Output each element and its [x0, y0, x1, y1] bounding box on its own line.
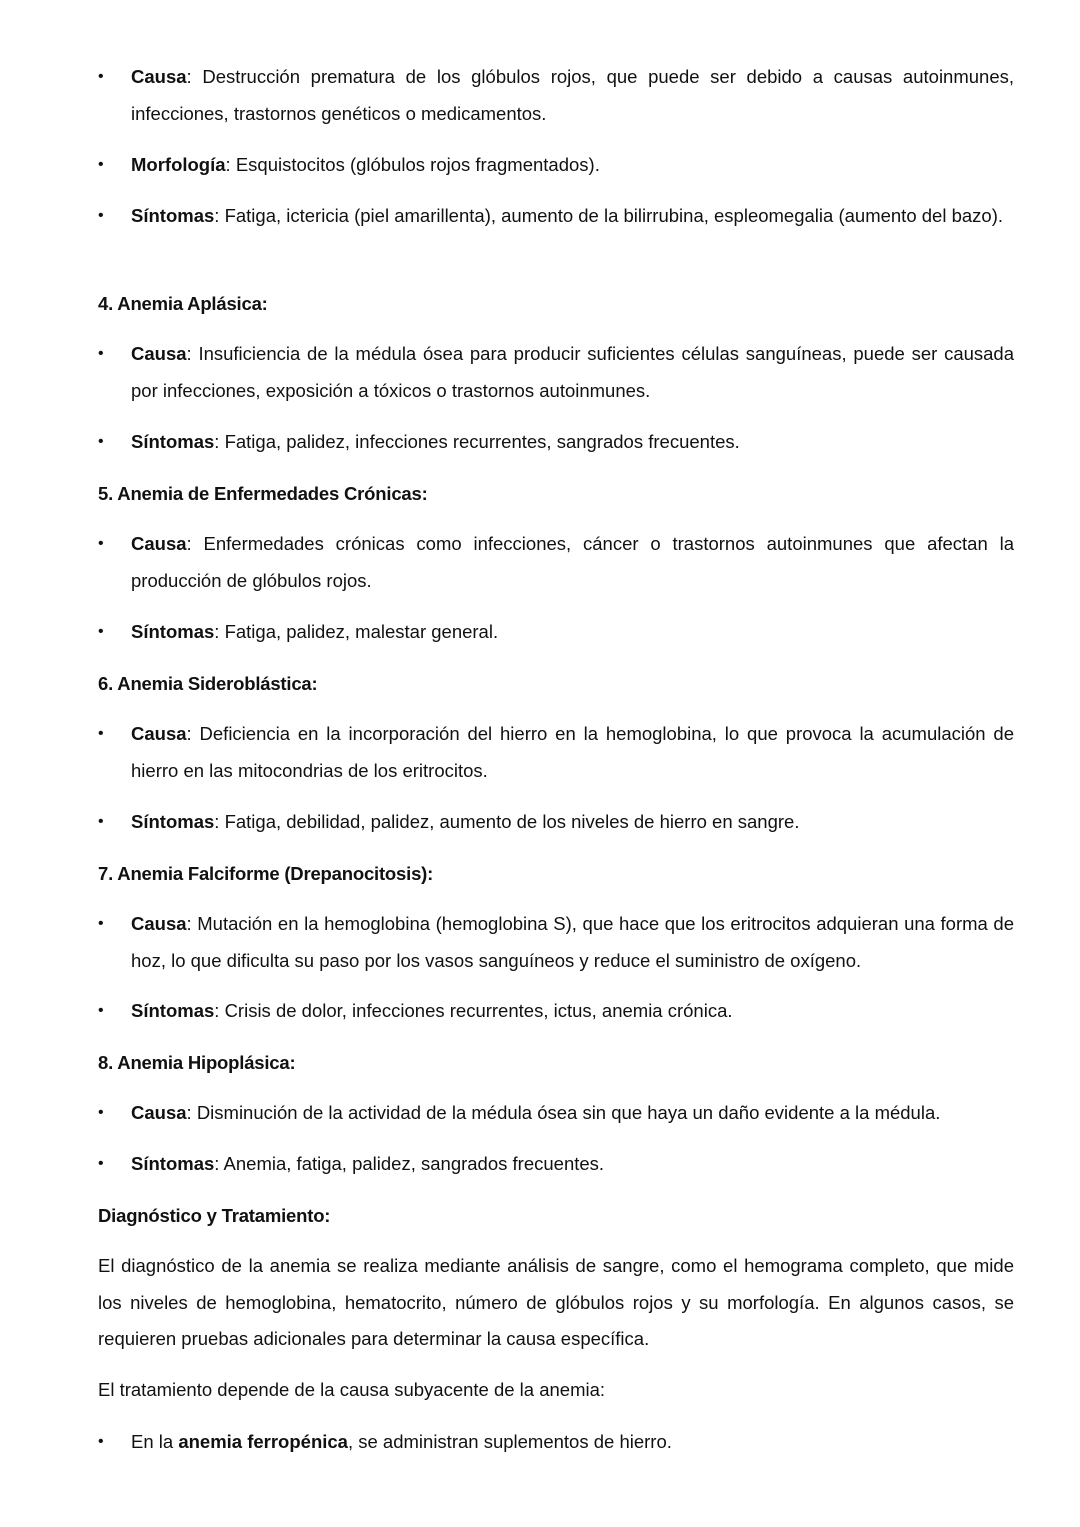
- bullet-text: Fatiga, debilidad, palidez, aumento de los niveles de hierro en sangre.: [224, 811, 800, 832]
- bullet-label: Síntomas: [131, 1000, 215, 1021]
- bullet-text: Mutación en la hemoglobina (hemoglobina S), que hace que los eritrocitos adquieran una forma de hoz, lo que dificulta su paso por los vasos sanguíneos y reduce el suministro de oxígeno.: [131, 913, 1014, 971]
- bullet-icon: •: [98, 345, 104, 362]
- diagnosis-paragraph: El diagnóstico de la anemia se realiza mediante análisis de sangre, como el hemograma completo, que mide los niveles de hemoglobina, hematocrito, número de glóbulos rojos y su morfología. En algunos casos, se requieren pruebas adicionales para determinar la causa específica.: [98, 1255, 1014, 1349]
- bullet-text: Enfermedades crónicas como infecciones, cáncer o trastornos autoinmunes que afectan la producción de glóbulos rojos.: [131, 533, 1015, 591]
- section-heading: 6. Anemia Sideroblástica:: [98, 673, 318, 694]
- bullet-icon: •: [98, 1104, 104, 1121]
- bullet-icon: •: [98, 813, 104, 830]
- bullet-icon: •: [98, 535, 104, 552]
- bullet-text: Destrucción prematura de los glóbulos rojos, que puede ser debido a causas autoinmunes, infecciones, trastornos genéticos o medicamentos.: [131, 66, 1015, 124]
- list-item: • Síntomas: Anemia, fatiga, palidez, sangrados frecuentes.: [98, 1146, 1014, 1183]
- section-heading: 5. Anemia de Enfermedades Crónicas:: [98, 483, 428, 504]
- bullet-icon: •: [98, 1002, 104, 1019]
- bullet-text: Esquistocitos (glóbulos rojos fragmentados).: [235, 154, 600, 175]
- bullet-icon: •: [98, 623, 104, 640]
- section-heading: Diagnóstico y Tratamiento:: [98, 1205, 331, 1226]
- bold-term: anemia ferropénica: [178, 1431, 348, 1452]
- list-item: • Causa: Mutación en la hemoglobina (hemoglobina S), que hace que los eritrocitos adquieran una forma de hoz, lo que dificulta su paso por los vasos sanguíneos y reduce el suministro de oxígeno.: [98, 906, 1014, 979]
- section-heading: 4. Anemia Aplásica:: [98, 293, 268, 314]
- bullet-label: Causa: [131, 913, 187, 934]
- bullet-text: Anemia, fatiga, palidez, sangrados frecuentes.: [223, 1153, 605, 1174]
- treatment-intro-paragraph: El tratamiento depende de la causa subyacente de la anemia:: [98, 1379, 606, 1400]
- list-item: • Causa: Destrucción prematura de los glóbulos rojos, que puede ser debido a causas autoinmunes, infecciones, trastornos genéticos o medicamentos.: [98, 59, 1014, 132]
- bullet-label: Síntomas: [131, 1153, 215, 1174]
- list-item: • Síntomas: Fatiga, debilidad, palidez, aumento de los niveles de hierro en sangre.: [98, 804, 1014, 841]
- bullet-icon: •: [98, 433, 104, 450]
- bullet-text: Fatiga, palidez, malestar general.: [224, 621, 499, 642]
- list-item: • Síntomas: Fatiga, palidez, infecciones recurrentes, sangrados frecuentes.: [98, 424, 1014, 461]
- bullet-icon: •: [98, 725, 104, 742]
- bullet-label: Síntomas: [131, 205, 215, 226]
- bullet-text: Disminución de la actividad de la médula ósea sin que haya un daño evidente a la médula.: [196, 1102, 941, 1123]
- list-item: • Síntomas: Fatiga, palidez, malestar general.: [98, 614, 1014, 651]
- bullet-text: Deficiencia en la incorporación del hierro en la hemoglobina, lo que provoca la acumulación de hierro en las mitocondrias de los eritrocitos.: [131, 723, 1014, 781]
- bullet-text: Fatiga, ictericia (piel amarillenta), aumento de la bilirrubina, espleomegalia (aumento del bazo).: [224, 205, 1003, 226]
- section-heading: 8. Anemia Hipoplásica:: [98, 1052, 296, 1073]
- bullet-label: Causa: [131, 66, 187, 87]
- list-item: • Causa: Enfermedades crónicas como infecciones, cáncer o trastornos autoinmunes que afectan la producción de glóbulos rojos.: [98, 526, 1014, 599]
- bullet-text: Insuficiencia de la médula ósea para producir suficientes células sanguíneas, puede ser causada por infecciones, exposición a tóxicos o trastornos autoinmunes.: [131, 343, 1015, 401]
- bullet-label: Síntomas: [131, 811, 215, 832]
- bullet-icon: •: [98, 207, 104, 224]
- bullet-icon: •: [98, 1433, 104, 1450]
- bullet-icon: •: [98, 156, 104, 173]
- bullet-label: Causa: [131, 343, 187, 364]
- bullet-label: Causa: [131, 533, 187, 554]
- list-item: • Causa: Deficiencia en la incorporación del hierro en la hemoglobina, lo que provoca la acumulación de hierro en las mitocondrias de los eritrocitos.: [98, 716, 1014, 789]
- bullet-label: Causa: [131, 723, 187, 744]
- bullet-label: Síntomas: [131, 621, 215, 642]
- bullet-label: Síntomas: [131, 431, 215, 452]
- bullet-label: Morfología: [131, 154, 226, 175]
- bullet-text: Crisis de dolor, infecciones recurrentes, ictus, anemia crónica.: [224, 1000, 733, 1021]
- list-item: • Síntomas: Crisis de dolor, infecciones recurrentes, ictus, anemia crónica.: [98, 993, 1014, 1030]
- list-item: • Morfología: Esquistocitos (glóbulos rojos fragmentados).: [98, 147, 1014, 184]
- list-item: • Síntomas: Fatiga, ictericia (piel amarillenta), aumento de la bilirrubina, espleomegalia (aumento del bazo).: [98, 198, 1014, 235]
- list-item: • Causa: Disminución de la actividad de la médula ósea sin que haya un daño evidente a la médula.: [98, 1095, 1014, 1132]
- list-item: • Causa: Insuficiencia de la médula ósea para producir suficientes células sanguíneas, puede ser causada por infecciones, exposición a tóxicos o trastornos autoinmunes.: [98, 336, 1014, 409]
- bullet-label: Causa: [131, 1102, 187, 1123]
- bullet-icon: •: [98, 915, 104, 932]
- bullet-icon: •: [98, 68, 104, 85]
- section-heading: 7. Anemia Falciforme (Drepanocitosis):: [98, 863, 434, 884]
- list-item: • En la anemia ferropénica, se administran suplementos de hierro.: [98, 1424, 1014, 1461]
- bullet-icon: •: [98, 1155, 104, 1172]
- bullet-text: Fatiga, palidez, infecciones recurrentes, sangrados frecuentes.: [224, 431, 740, 452]
